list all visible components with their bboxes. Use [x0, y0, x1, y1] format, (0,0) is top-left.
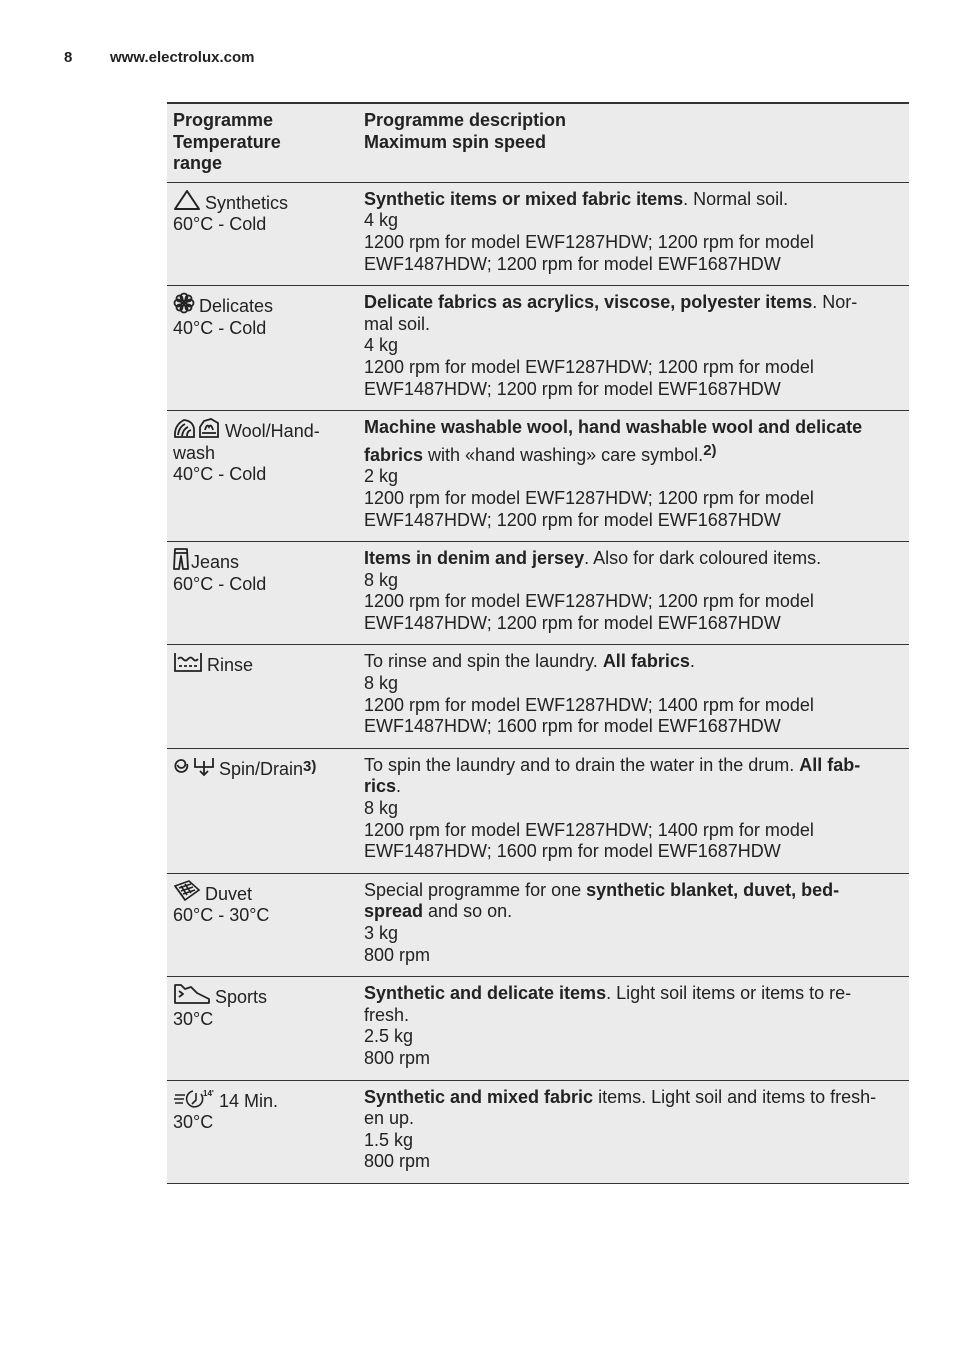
table-row [167, 873, 909, 976]
programme-name: Sports [215, 987, 268, 1008]
spin-speed: 800 rpm [364, 944, 431, 965]
max-load: 3 kg [364, 923, 399, 943]
page-header [64, 49, 255, 66]
programme-temperature: 60°C - Cold [173, 573, 267, 594]
programme-cell [167, 542, 358, 645]
sports-icon [173, 983, 211, 1005]
table-row [167, 411, 909, 542]
max-load: 4 kg [364, 210, 399, 231]
spin-speed: 800 rpm [364, 1151, 431, 1172]
quick-14-min-icon [173, 1087, 215, 1109]
rinse-icon [173, 651, 203, 673]
programme-temperature: 40°C - Cold [173, 464, 267, 485]
synthetics-icon [173, 189, 201, 211]
description-cell: Synthetic and mixed fabric items. Light soil and items to fresh- en up. 1.5 kg 800 rpm [358, 1080, 909, 1183]
max-load: 4 kg [364, 335, 399, 356]
description-cell: Delicate fabrics as acrylics, viscose, polyester items. Nor- mal soil. 4 kg 1200 rpm for model EWF1287HDW; 1200 rpm for model EWF1487HDW; 1200 rpm for model EWF1687HDW [358, 286, 909, 411]
programme-name: Duvet [205, 883, 253, 904]
programme-cell [167, 645, 358, 748]
description-cell: Special programme for one synthetic blanket, duvet, bed- spread and so on. 3 kg 800 rpm [358, 873, 909, 976]
description-cell: Synthetic and delicate items. Light soil items or items to re- fresh. 2.5 kg 800 rpm [358, 977, 909, 1080]
svg-text:14': 14' [203, 1088, 214, 1098]
page-number: 8 [64, 49, 73, 66]
programme-name: Rinse [207, 655, 254, 676]
spin-speed: 1200 rpm for model EWF1287HDW; 1200 rpm for model [364, 591, 814, 612]
programme-temperature: 30°C [173, 1112, 214, 1133]
programme-cell: Wool/Hand- wash 40°C - Cold [167, 411, 358, 542]
spin-drain-icon [173, 755, 215, 777]
spin-speed: 1200 rpm for model EWF1287HDW; 1200 rpm for model [364, 487, 814, 508]
footnote-marker: 3) [303, 757, 317, 775]
programme-cell [167, 1080, 358, 1183]
programme-temperature: 40°C - Cold [173, 317, 267, 338]
header-programme-temperature: Programme Temperature range [173, 110, 281, 174]
programme-temperature: 30°C [173, 1008, 214, 1029]
programme-name: 14 Min. [219, 1090, 279, 1111]
max-load: 8 kg [364, 673, 399, 694]
table-row [167, 542, 909, 645]
programme-name: Spin/Drain [219, 758, 304, 779]
max-load: 2 kg [364, 466, 399, 487]
programme-cell [167, 873, 358, 976]
programme-name: Delicates [199, 296, 274, 317]
footnote-marker: 2) [703, 441, 717, 459]
programme-cell [167, 182, 358, 285]
spin-speed: 1200 rpm for model EWF1287HDW; 1400 rpm for model [364, 819, 814, 840]
programme-cell [167, 977, 358, 1080]
max-load: 1.5 kg [364, 1129, 414, 1150]
table-row [167, 1080, 909, 1183]
description-cell: Machine washable wool, hand washable wool and delicate fabrics with «hand washing» care symbol.$^{2)}$ 2 kg 1200 rpm for model EWF1287HDW; 1200 rpm for model EWF1487HDW; 1200 rpm for model EWF1687HDW [358, 411, 909, 542]
table-row [167, 977, 909, 1080]
table-row [167, 748, 909, 873]
programme-cell [167, 286, 358, 411]
spin-speed: 1200 rpm for model EWF1287HDW; 1400 rpm for model [364, 694, 814, 715]
description-cell: Synthetic items or mixed fabric items. Normal soil. 4 kg 1200 rpm for model EWF1287HDW; 1200 rpm for model EWF1487HDW; 1200 rpm for model EWF1687HDW [358, 182, 909, 285]
spin-speed: 1200 rpm for model EWF1287HDW; 1200 rpm for model [364, 231, 814, 252]
max-load: 8 kg [364, 798, 399, 819]
header-description-spin: Programme description Maximum spin speed [364, 110, 567, 152]
description-cell: To rinse and spin the laundry. All fabrics. 8 kg 1200 rpm for model EWF1287HDW; 1400 rpm for model EWF1487HDW; 1600 rpm for model EWF1687HDW [358, 645, 909, 748]
jeans-icon [173, 548, 189, 570]
programme-name: Wool/Hand- [225, 421, 320, 442]
programme-temperature: 60°C - 30°C [173, 905, 270, 926]
website-url: www.electrolux.com [110, 49, 255, 66]
spin-speed: 1200 rpm for model EWF1287HDW; 1200 rpm for model [364, 356, 814, 377]
table-row [167, 182, 909, 285]
table-header-row [167, 103, 909, 182]
max-load: 2.5 kg [364, 1026, 414, 1047]
programme-temperature: 60°C - Cold [173, 214, 267, 235]
max-load: 8 kg [364, 569, 399, 590]
programme-name: Jeans [191, 552, 240, 573]
table-row [167, 645, 909, 748]
programme-table [167, 102, 909, 1184]
programme-cell [167, 748, 358, 873]
programme-name: Synthetics [205, 192, 289, 213]
delicates-icon [173, 292, 195, 314]
spin-speed: 800 rpm [364, 1047, 431, 1068]
description-cell: To spin the laundry and to drain the water in the drum. All fab- rics. 8 kg 1200 rpm for model EWF1287HDW; 1400 rpm for model EWF1487HDW; 1600 rpm for model EWF1687HDW [358, 748, 909, 873]
duvet-icon [173, 880, 201, 902]
wool-handwash-icon [173, 417, 221, 439]
description-cell: Items in denim and jersey. Also for dark coloured items. 8 kg 1200 rpm for model EWF1287HDW; 1200 rpm for model EWF1487HDW; 1200 rpm for model EWF1687HDW [358, 542, 909, 645]
table-row [167, 286, 909, 411]
